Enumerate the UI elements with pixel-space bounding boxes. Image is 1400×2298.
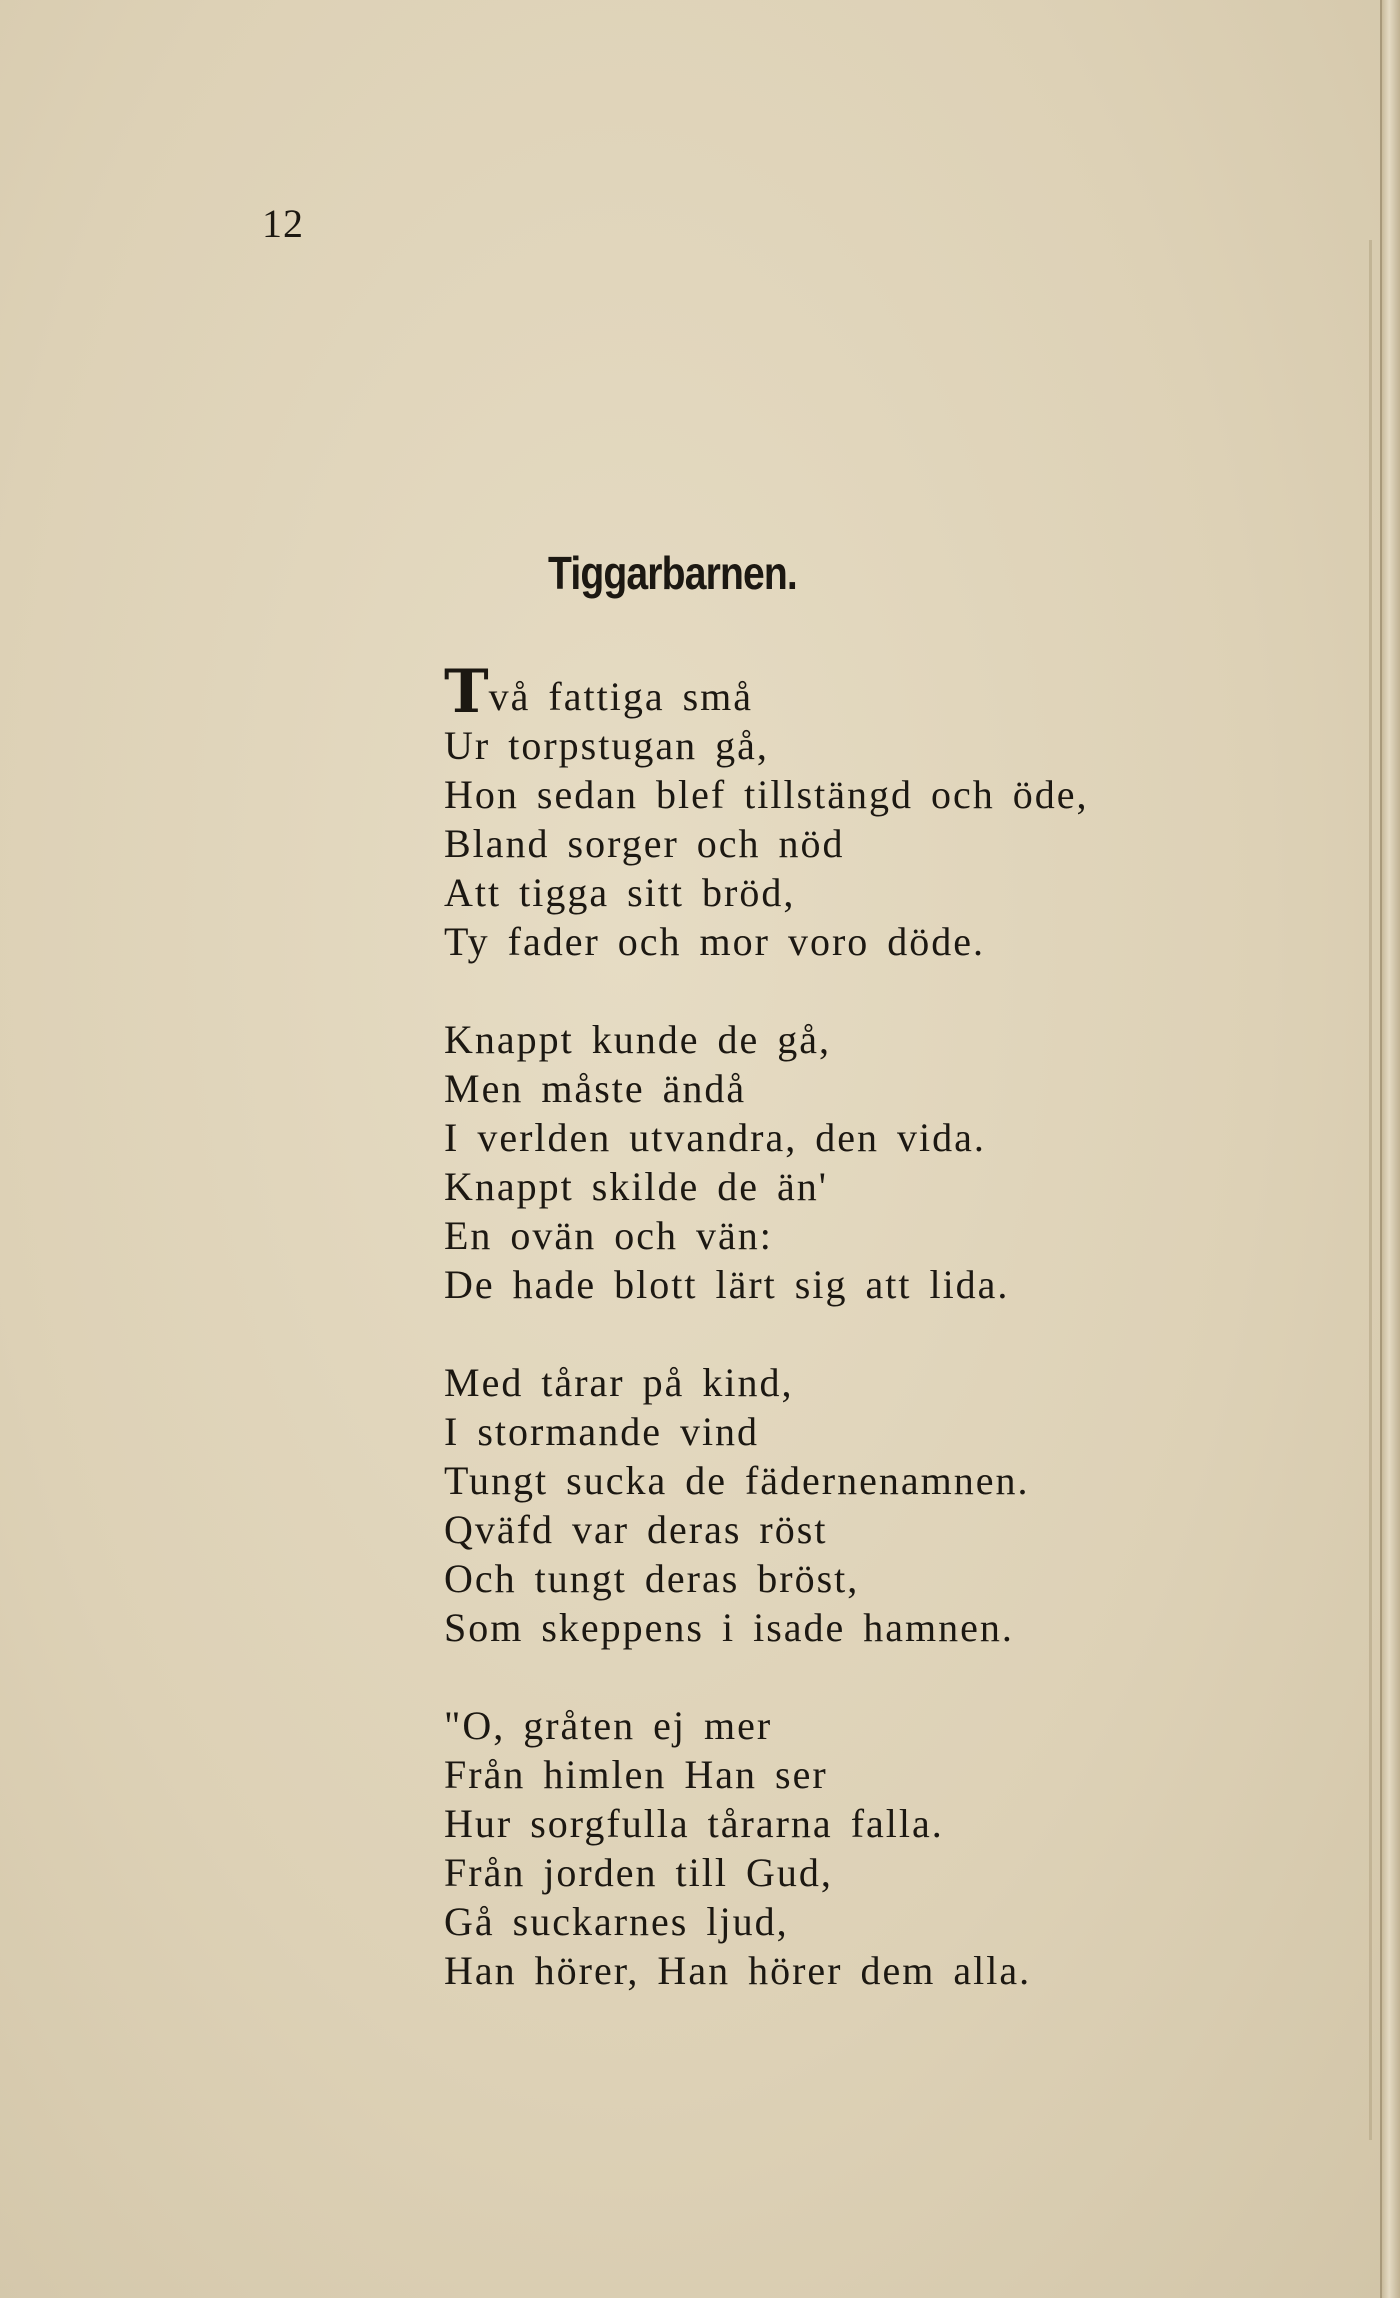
page-crease [1369,240,1372,2140]
poem-line [444,657,1089,727]
poem-line: Knappt skilde de än' [444,1164,829,1209]
poem-line: Ty fader och mor voro döde. [444,919,986,964]
stanza-2 [444,1015,1089,1309]
page-number: 12 [262,201,304,246]
poem-line: I stormande vind [444,1409,760,1454]
book-edge [1380,0,1400,2298]
poem-line: En ovän och vän: [444,1213,773,1258]
poem-line: Tungt sucka de fädernenamnen. [444,1458,1030,1503]
poem-line: Han hörer, Han hörer dem alla. [444,1948,1032,1993]
poem-line: Som skeppens i isade hamnen. [444,1605,1014,1650]
poem-line: De hade blott lärt sig att lida. [444,1262,1010,1307]
poem-line: Med tårar på kind, [444,1360,794,1405]
poem-title: Tiggarbarnen. [548,547,797,599]
poem-line: Qväfd var deras röst [444,1507,828,1552]
stanza-1 [444,657,1089,966]
poem-line: Från himlen Han ser [444,1752,828,1797]
poem-line: Bland sorger och nöd [444,821,845,866]
poem-line: Knappt kunde de gå, [444,1017,832,1062]
poem-body [444,657,1089,2044]
poem-line: Ur torpstugan gå, [444,723,769,768]
stanza-3 [444,1358,1089,1652]
drop-cap: T [444,657,489,727]
poem-line: I verlden utvandra, den vida. [444,1115,986,1160]
poem-line: Från jorden till Gud, [444,1850,833,1895]
poem-line: Hon sedan blef tillstängd och öde, [444,772,1089,817]
poem-line-text: vå fattiga små [488,674,754,719]
poem-line: Hur sorgfulla tårarna falla. [444,1801,944,1846]
poem-line: "O, gråten ej mer [444,1703,773,1748]
poem-line: Men måste ändå [444,1066,747,1111]
poem-line: Gå suckarnes ljud, [444,1899,789,1944]
poem-line: Att tigga sitt bröd, [444,870,796,915]
stanza-4 [444,1701,1089,1995]
poem-line: Och tungt deras bröst, [444,1556,860,1601]
